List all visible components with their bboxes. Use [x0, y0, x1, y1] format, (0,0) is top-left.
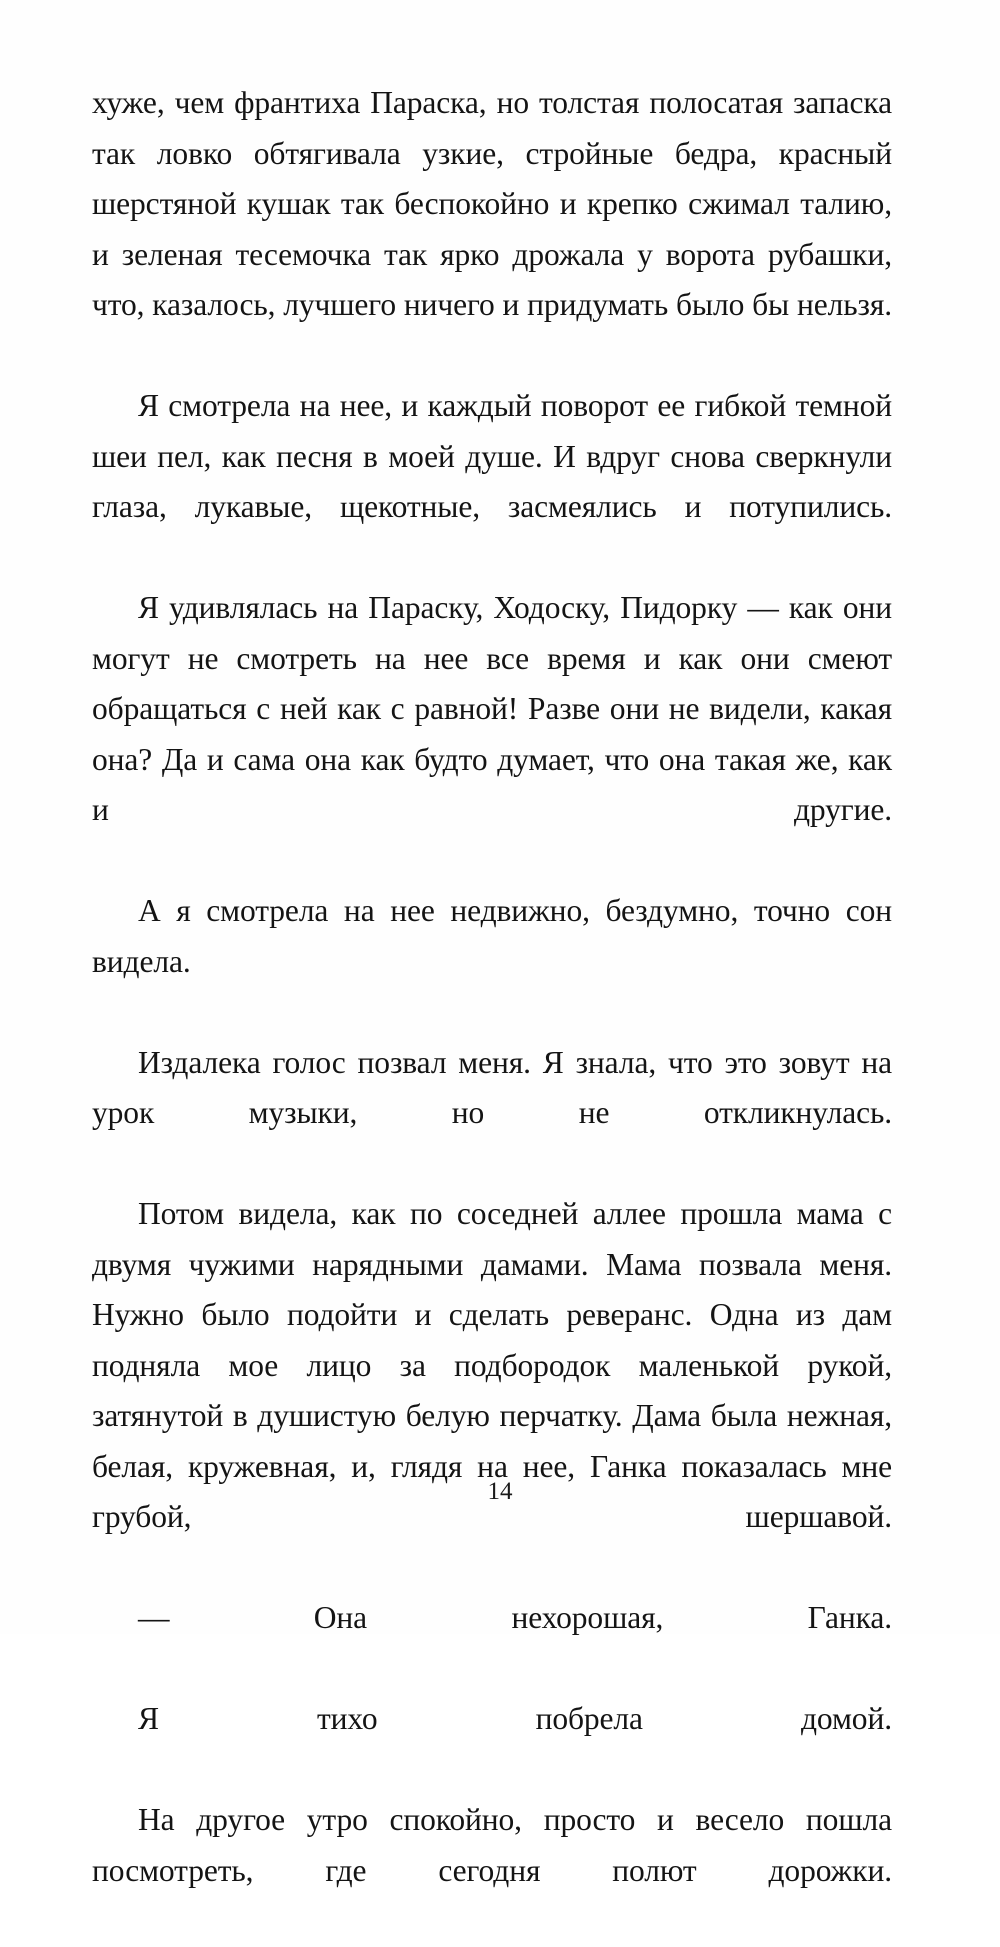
paragraph: Потом видела, как по соседней аллее прошла мама с двумя чужими нарядными дамами. Мама позвала меня. Нужно было подойти и сделать реверанс. Одна из дам подняла мое лицо за подбородок маленькой рукой, затянутой в душистую белую перчатку. Дама была нежная, белая, кружевная, и, глядя на нее, Ганка показалась мне грубой, шершавой.: [92, 1196, 892, 1534]
paragraph: Издалека голос позвал меня. Я знала, что это зовут на урок музыки, но не откликнулась.: [92, 1044, 892, 1130]
paragraph: Я удивлялась на Параску, Ходоску, Пидорку — как они могут не смотреть на нее все время и как они смеют обращаться с ней как с равной! Разве они не видели, какая она? Да и сама она как будто думает, что она такая же, как и другие.: [92, 590, 892, 827]
paragraph: — Она нехорошая, Ганка.: [138, 1600, 892, 1635]
paragraph: Я тихо побрела домой.: [138, 1701, 892, 1736]
page-text-block: [92, 78, 892, 1947]
paragraph: Я смотрела на нее, и каждый поворот ее гибкой темной шеи пел, как песня в моей душе. И вдруг снова сверкнули глаза, лукавые, щекотные, засмеялись и потупились.: [92, 388, 892, 524]
paragraph: На другое утро спокойно, просто и весело пошла посмотреть, где сегодня полют дорожки.: [92, 1802, 892, 1888]
paragraph: А я смотрела на нее недвижно, бездумно, точно сон видела.: [92, 893, 892, 979]
paragraph: хуже, чем франтиха Параска, но толстая полосатая запаска так ловко обтягивала узкие, стройные бедра, красный шерстяной кушак так беспокойно и крепко сжимал талию, и зеленая тесемочка так ярко дрожала у ворота рубашки, что, казалось, лучшего ничего и придумать было бы нельзя.: [92, 85, 892, 322]
page-number: 14: [487, 1478, 513, 1505]
